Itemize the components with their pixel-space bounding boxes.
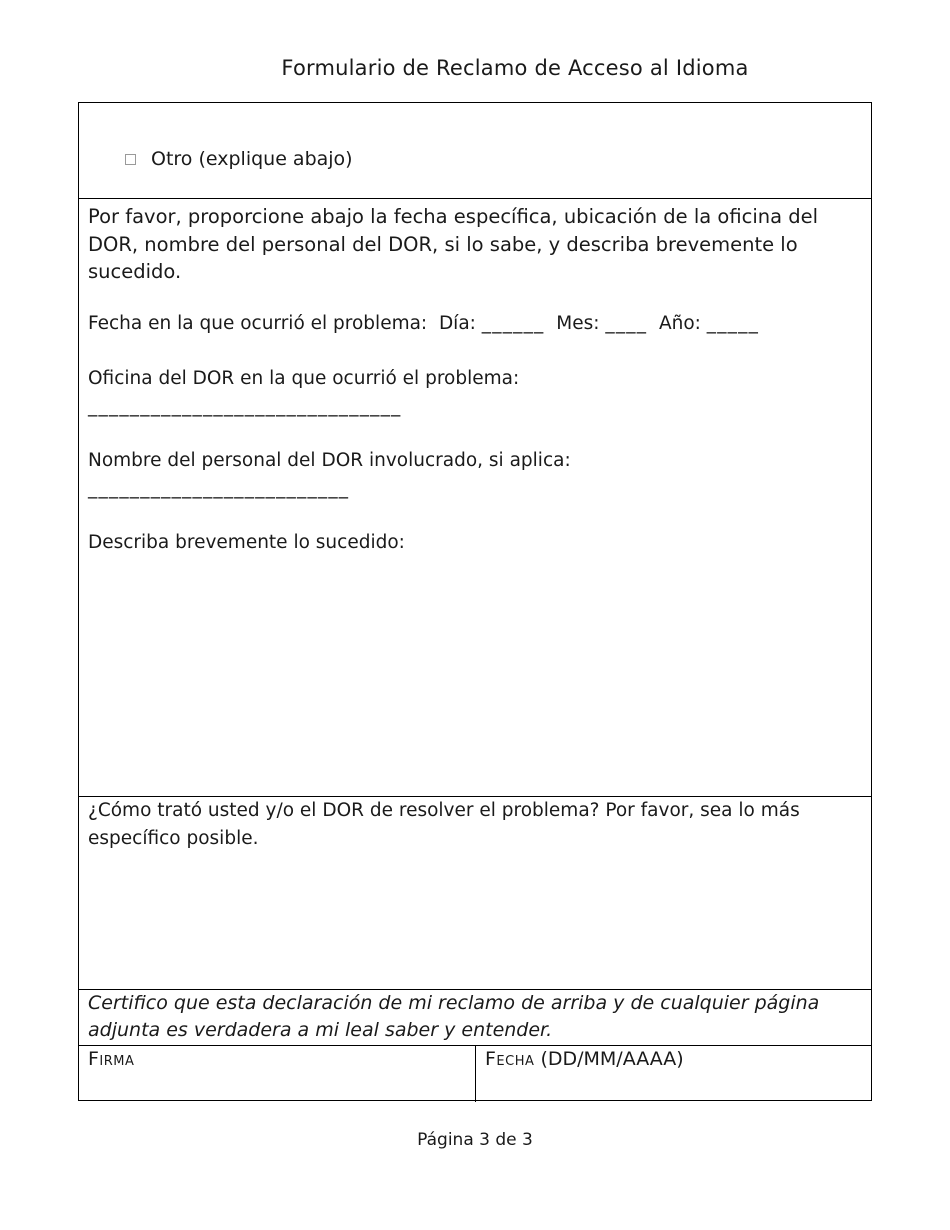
other-option-section [79,103,871,199]
office-input[interactable]: ______________________________ [88,396,402,417]
signature-date-format: (DD/MM/AAAA) [540,1048,684,1070]
signature-date-field[interactable] [476,1046,871,1102]
incident-date-field [88,310,759,337]
page-title: Formulario de Reclamo de Acceso al Idioma [281,56,749,80]
month-label: Mes: [556,313,600,334]
staff-name-label: Nombre del personal del DOR involucrado, si aplica: [88,450,571,471]
other-option[interactable] [125,148,353,170]
other-checkbox[interactable] [125,154,136,165]
resolution-section[interactable] [79,797,871,990]
signature-field[interactable] [79,1046,476,1102]
incident-details-section [79,199,871,797]
day-input[interactable]: ______ [481,313,545,334]
month-input[interactable]: ____ [605,313,648,334]
other-option-label: Otro (explique abajo) [151,148,353,170]
staff-name-input[interactable]: _________________________ [88,478,350,499]
certification-statement: Certifico que esta declaración de mi reclamo de arriba y de cualquier página adjunta es verdadera a mi leal saber y entender. [88,992,820,1041]
incident-date-label: Fecha en la que ocurrió el problema: [88,313,428,334]
complaint-form [78,102,872,1101]
page-number: Página 3 de 3 [417,1130,533,1150]
office-label: Oficina del DOR en la que ocurrió el problema: [88,368,520,389]
signature-date-label: Fecha [485,1048,535,1070]
day-label: Día: [438,313,476,334]
signature-label: Firma [88,1048,135,1070]
certification-section [79,990,871,1046]
signature-section [79,1046,871,1102]
resolution-question: ¿Cómo trató usted y/o el DOR de resolver el problema? Por favor, sea lo más específico posible. [88,800,800,849]
description-label: Describa brevemente lo sucedido: [88,532,405,553]
year-label: Año: [658,313,701,334]
year-input[interactable]: _____ [706,313,760,334]
details-instructions: Por favor, proporcione abajo la fecha específica, ubicación de la oficina del DOR, nombre del personal del DOR, si lo sabe, y describa brevemente lo sucedido. [88,205,819,283]
